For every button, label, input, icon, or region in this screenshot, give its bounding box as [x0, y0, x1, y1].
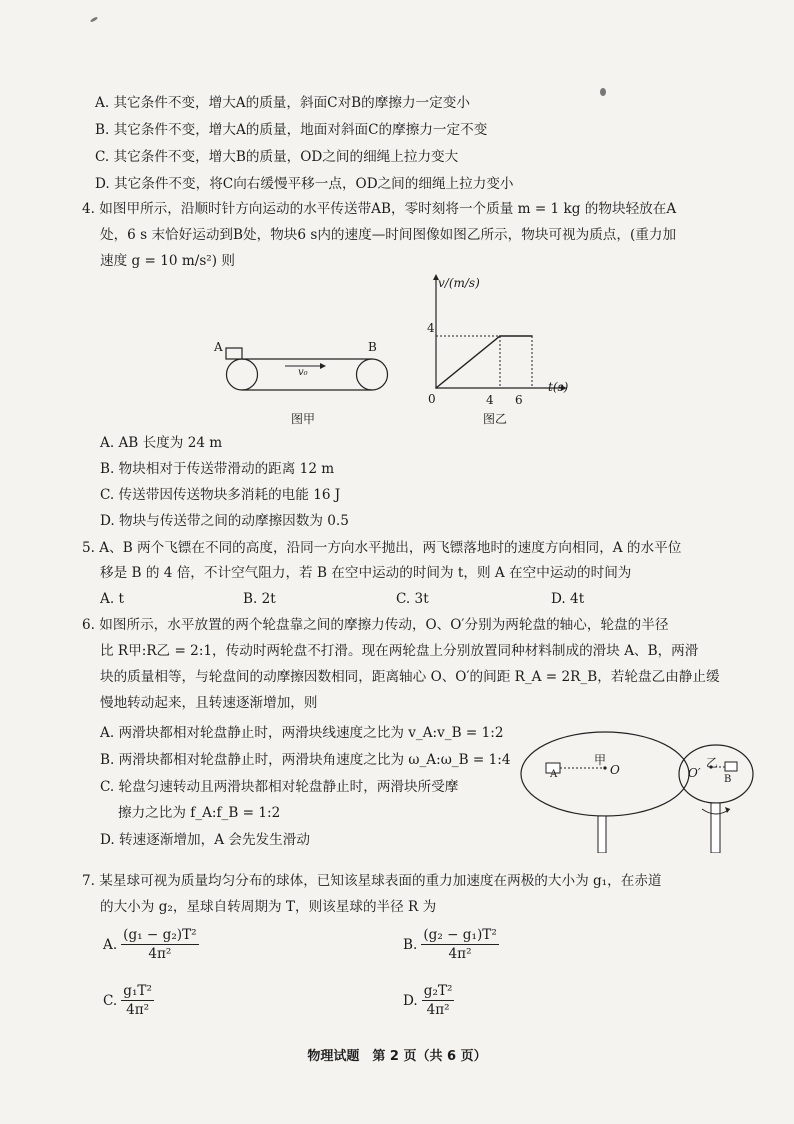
chart-y-axis-label: v/(m/s) — [438, 276, 480, 290]
q7-stem-line1: 7. 某星球可视为质量均匀分布的球体，已知该星球表面的重力加速度在两极的大小为 g₁，在赤道 — [82, 873, 662, 889]
fig-yi-caption: 图乙 — [483, 412, 508, 426]
chart-data-point — [531, 335, 533, 337]
scan-mark — [90, 16, 98, 23]
q7-stem-line2: 的大小为 g₂，星球自转周期为 T，则该星球的半径 R 为 — [100, 899, 437, 915]
q5-option-b: B. 2t — [243, 591, 276, 607]
numerator: (g₁ − g₂)T² — [123, 927, 197, 943]
q6-option-a: A. 两滑块都相对轮盘静止时，两滑块线速度之比为 v_A:v_B = 1:2 — [100, 725, 504, 741]
q5-stem-line1: 5. A、B 两个飞镖在不同的高度，沿同一方向水平抛出，两飞镖落地时的速度方向相同，A 的水平位 — [82, 540, 682, 556]
chart-x-tick-4: 4 — [486, 393, 494, 407]
numerator: g₁T² — [123, 983, 152, 999]
q7-option-a — [103, 926, 199, 963]
scan-mark — [600, 88, 606, 96]
q4-option-b: B. 物块相对于传送带滑动的距离 12 m — [100, 461, 335, 477]
q3-option-a: A. 其它条件不变，增大A的质量，斜面C对B的摩擦力一定变小 — [95, 95, 470, 111]
numerator: (g₂ − g₁)T² — [423, 927, 497, 943]
q6-option-d: D. 转速逐渐增加，A 会先发生滑动 — [100, 832, 310, 848]
denominator: 4π² — [148, 946, 172, 962]
option-label: B. — [403, 936, 418, 953]
turntable-label-o: O — [610, 763, 620, 777]
chart-y-tick-4: 4 — [427, 321, 435, 335]
turntable-jia — [521, 732, 689, 816]
turntable-label-b: B — [724, 774, 732, 785]
q6-option-c-line1: C. 轮盘匀速转动且两滑块都相对轮盘静止时，两滑块所受摩 — [100, 779, 459, 795]
turntable-figure — [518, 727, 754, 853]
page-footer: 物理试题 第 2 页（共 6 页） — [307, 1049, 487, 1064]
q4-stem-line3: 速度 g = 10 m/s²) 则 — [100, 253, 235, 269]
denominator: 4π² — [426, 1002, 450, 1018]
q3-option-d: D. 其它条件不变，将C向右缓慢平移一点，OD之间的细绳上拉力变小 — [95, 176, 514, 192]
chart-data-point — [499, 335, 501, 337]
q6-stem-line4: 慢地转动起来，且转速逐渐增加，则 — [100, 695, 318, 711]
q5-option-c: C. 3t — [396, 591, 429, 607]
q6-stem-line1: 6. 如图所示，水平放置的两个轮盘靠之间的摩擦力传动，O、O′分别为两轮盘的轴心，轮盘的半径 — [82, 617, 669, 633]
q4-stem-line2: 处，6 s 末恰好运动到B处，物块6 s内的速度—时间图像如图乙所示，物块可视为质点，(重力加 — [100, 227, 677, 243]
q6-option-c-line2: 擦力之比为 f_A:f_B = 1:2 — [118, 805, 281, 821]
q6-stem-line2: 比 R甲:R乙 = 2:1，传动时两轮盘不打滑。现在两轮盘上分别放置同种材料制成的滑块 A、B，两滑 — [100, 643, 699, 659]
q4-option-d: D. 物块与传送带之间的动摩擦因数为 0.5 — [100, 513, 349, 529]
q3-option-c: C. 其它条件不变，增大B的质量，OD之间的细绳上拉力变大 — [95, 149, 459, 165]
turntable-label-yi: 乙 — [706, 756, 719, 770]
turntable-label-a: A — [550, 769, 558, 780]
q7-option-b — [403, 926, 499, 963]
pulley-left — [227, 359, 258, 390]
conveyor-label-a: A — [214, 340, 223, 354]
q3-option-b: B. 其它条件不变，增大A的质量，地面对斜面C的摩擦力一定不变 — [95, 122, 488, 138]
q7-option-c — [103, 982, 154, 1019]
q6-stem-line3: 块的质量相等，与轮盘间的动摩擦因数相同，距离轴心 O、O′的间距 R_A = 2R_B，若轮盘乙由静止缓 — [100, 669, 720, 685]
option-label: A. — [103, 936, 118, 953]
turntable-label-jia: 甲 — [594, 753, 607, 767]
q5-stem-line2: 移是 B 的 4 倍，不计空气阻力，若 B 在空中运动的时间为 t，则 A 在空中运动的时间为 — [100, 565, 632, 581]
pulley-right — [357, 359, 388, 390]
denominator: 4π² — [126, 1002, 150, 1018]
chart-data-point — [435, 387, 437, 389]
denominator: 4π² — [448, 946, 472, 962]
fig-jia-caption: 图甲 — [291, 412, 316, 426]
option-label: D. — [403, 992, 418, 1009]
q5-option-a: A. t — [100, 591, 124, 607]
q4-stem-line1: 4. 如图甲所示，沿顺时针方向运动的水平传送带AB，零时刻将一个质量 m = 1 kg 的物块轻放在A — [82, 201, 677, 217]
q4-option-a: A. AB 长度为 24 m — [100, 435, 223, 451]
conveyor-speed-label: v₀ — [298, 367, 308, 378]
chart-x-axis-label: t(s) — [548, 380, 569, 394]
option-label: C. — [103, 992, 118, 1009]
chart-origin-label: 0 — [428, 392, 436, 406]
chart-x-tick-6: 6 — [515, 393, 523, 407]
block-a — [226, 348, 242, 359]
chart-series-line — [436, 336, 532, 388]
conveyor-label-b: B — [368, 340, 377, 354]
q7-option-d — [403, 982, 454, 1019]
q5-option-d: D. 4t — [551, 591, 585, 607]
q4-option-c: C. 传送带因传送物块多消耗的电能 16 J — [100, 487, 341, 503]
block-b — [725, 762, 737, 771]
q6-option-b: B. 两滑块都相对轮盘静止时，两滑块角速度之比为 ω_A:ω_B = 1:4 — [100, 752, 511, 768]
numerator: g₂T² — [423, 983, 453, 999]
turntable-label-oprime: O′ — [688, 766, 701, 780]
